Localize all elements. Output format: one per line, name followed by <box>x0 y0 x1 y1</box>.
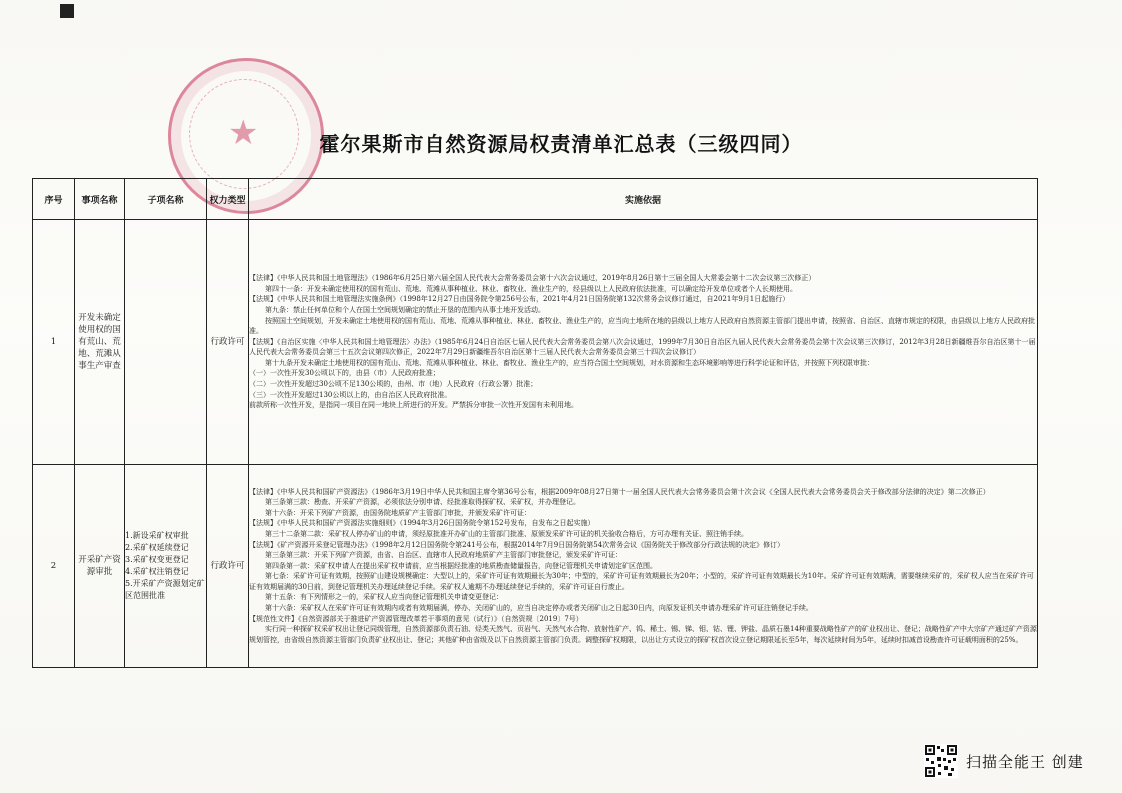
basis-line: 第十九条开发未确定土地使用权的国有荒山、荒地、荒滩从事种植业、林业、畜牧业、渔业生产的，应当符合国土空间规划，对水资源和生态环境影响等进行科学论证和评估，并按照下列权限审批： <box>265 358 874 367</box>
scanner-app-label: 扫描全能王 创建 <box>966 752 1084 771</box>
basis-line: 【法规】《矿产资源开采登记管理办法》（1998年2月12日国务院令第241号公布，根据2014年7月9日国务院第54次常务会议《国务院关于修改部分行政法规的决定》修订） <box>249 540 785 549</box>
sub-item: 1.新设采矿权审批 <box>125 531 189 540</box>
row-power-type: 行政许可 <box>207 465 249 668</box>
table-row <box>33 220 1038 465</box>
col-header-index: 序号 <box>33 179 75 220</box>
basis-line: 第九条：禁止任何单位和个人在国土空间规划确定的禁止开垦的范围内从事土地开发活动。 <box>265 305 545 314</box>
basis-line: 按照国土空间规划，开发未确定土地使用权的国有荒山、荒地、荒滩从事种植业、林业、畜牧业、渔业生产的，应当向土地所在地的县级以上地方人民政府自然资源主管部门提出申请，按照省、自治区、直辖市规定的权限，由县级以上地方人民政府批准。 <box>249 316 1035 336</box>
basis-line: （三）一次性开发超过130公顷以上的，由自治区人民政府批准。 <box>249 390 452 399</box>
basis-line: 第十五条：有下列情形之一的，采矿权人应当向登记管理机关申请变更登记： <box>265 593 503 602</box>
row-item-name: 开采矿产资源审批 <box>75 465 125 668</box>
table-header-row <box>33 179 1038 220</box>
col-header-basis: 实施依据 <box>249 179 1038 220</box>
basis-line: 第三十二条第二款：采矿权人停办矿山的申请，须经原批准开办矿山的主管部门批准、原颁发采矿许可证的机关验收合格后，方可办理有关证、照注销手续。 <box>265 529 748 538</box>
row-basis <box>249 220 1038 465</box>
row-sub-items <box>125 465 207 668</box>
basis-line: 【规范性文件】《自然资源部关于推进矿产资源管理改革若干事项的意见（试行）》（自然资规〔2019〕7号） <box>249 614 583 623</box>
basis-line: 【法规】《自治区实施〈中华人民共和国土地管理法〉办法》（1985年6月24日自治区七届人民代表大会常务委员会第八次会议通过，1999年7月30日自治区九届人民代表大会常务委员会第十次会议第三次修订，2012年3月28日新疆维吾尔自治区第十一届人民代表大会常务委员会第三十五次会议第四次修正，2022年7月29日新疆维吾尔自治区第十三届人民代表大会常务委员会第三十四次会议修订） <box>249 337 1036 357</box>
sub-item: 5.开采矿产资源划定矿区范围批准 <box>125 579 205 600</box>
col-header-item-name: 事项名称 <box>75 179 125 220</box>
basis-line: 第四条第一款：采矿权申请人在提出采矿权申请前，应当根据经批准的地质勘查储量报告，向登记管理机关申请划定矿区范围。 <box>265 561 657 570</box>
basis-line: 第七条：采矿许可证有效期，按照矿山建设规模确定：大型以上的，采矿许可证有效期最长为30年；中型的，采矿许可证有效期最长为20年；小型的，采矿许可证有效期最长为10年。采矿许可证有效期满，需要继续采矿的，采矿权人应当在采矿许可证有效期届满的30日前，到登记管理机关办理延续登记手续。采矿权人逾期不办理延续登记手续的，采矿许可证自行废止。 <box>249 572 1034 591</box>
col-header-sub-item: 子项名称 <box>125 179 207 220</box>
basis-line: 【法律】《中华人民共和国矿产资源法》（1986年3月19日中华人民共和国主席令第36号公布，根据2009年08月27日第十一届全国人民代表大会常务委员会第十次会议《全国人民代表大会常务委员会关于修改部分法律的决定》第二次修正） <box>249 487 990 496</box>
basis-line: 第十六条：采矿权人在采矿许可证有效期内或者有效期届满，停办、关闭矿山的，应当自决定停办或者关闭矿山之日起30日内，向原发证机关申请办理采矿许可证注销登记手续。 <box>265 604 813 613</box>
row-basis <box>249 465 1038 668</box>
responsibility-table <box>32 178 1038 668</box>
row-index: 1 <box>33 220 75 465</box>
row-item-name: 开发未确定使用权的国有荒山、荒地、荒滩从事生产审查 <box>75 220 125 465</box>
basis-line: 实行同一种探矿权采矿权出让登记同级管理，自然资源部负责石油、烃类天然气、页岩气、天然气水合物、放射性矿产、钨、稀土、锡、锑、钼、钴、锂、钾盐、晶质石墨14种重要战略性矿产的矿业权出让、登记；战略性矿产中大宗矿产通过矿产资源规划管控，由省级自然资源主管部门负责矿业权出让、登记；其他矿种由省级及以下自然资源主管部门负责。调整探矿权期限，以出让方式设立的探矿权首次设立登记期限延长至5年，每次延续时间为5年，延续时扣减首设勘查许可证载明面积的25%。 <box>249 625 1037 644</box>
basis-line: 前款所称一次性开发，是指同一项目在同一地块上所进行的开发。严禁拆分审批一次性开发国有未利用地。 <box>249 401 578 410</box>
basis-line: 【法规】《中华人民共和国土地管理法实施条例》（1998年12月27日由国务院令第256号公布，2021年4月21日国务院第132次常务会议修订通过，自2021年9月1日起施行） <box>249 295 790 304</box>
sub-item: 3.采矿权变更登记 <box>125 555 189 564</box>
basis-line: 【法律】《中华人民共和国土地管理法》（1986年6月25日第六届全国人民代表大会常务委员会第十六次会议通过，2019年8月26日第十三届全国人大常委会第十二次会议第三次修正） <box>249 274 816 283</box>
sub-item: 4.采矿权注销登记 <box>125 567 189 576</box>
basis-line: （一）一次性开发30公顷以下的，由县（市）人民政府批准； <box>249 369 440 378</box>
basis-line: 第四十一条：开发未确定使用权的国有荒山、荒地、荒滩从事种植业、林业、畜牧业、渔业生产的，经县级以上人民政府依法批准，可以确定给开发单位或者个人长期使用。 <box>265 284 797 293</box>
qr-code-icon <box>924 744 958 778</box>
page-title: 霍尔果斯市自然资源局权责清单汇总表（三级四同） <box>319 132 803 156</box>
col-header-power-type: 权力类型 <box>207 179 249 220</box>
seal-star-icon: ★ <box>228 113 259 153</box>
basis-line: （二）一次性开发超过30公顷不足130公顷的，由州、市（地）人民政府（行政公署）批准； <box>249 380 538 389</box>
row-index: 2 <box>33 465 75 668</box>
basis-line: 第三条第三款：开采下列矿产资源，由省、自治区、直辖市人民政府地质矿产主管部门审批登记，颁发采矿许可证： <box>265 551 622 560</box>
row-power-type: 行政许可 <box>207 220 249 465</box>
basis-line: 第十六条：开采下列矿产资源，由国务院地质矿产主管部门审批，并颁发采矿许可证： <box>265 508 531 517</box>
row-sub-item <box>125 220 207 465</box>
table-row <box>33 465 1038 668</box>
scan-corner-mark <box>60 4 74 18</box>
basis-line: 【法规】《中华人民共和国矿产资源法实施细则》（1994年3月26日国务院令第152号发布，自发布之日起实施） <box>249 519 595 528</box>
scanner-watermark <box>924 744 1084 778</box>
basis-line: 第三条第三款：勘查、开采矿产资源，必须依法分别申请、经批准取得探矿权、采矿权，并办理登记。 <box>265 498 580 507</box>
sub-item: 2.采矿权延续登记 <box>125 543 189 552</box>
